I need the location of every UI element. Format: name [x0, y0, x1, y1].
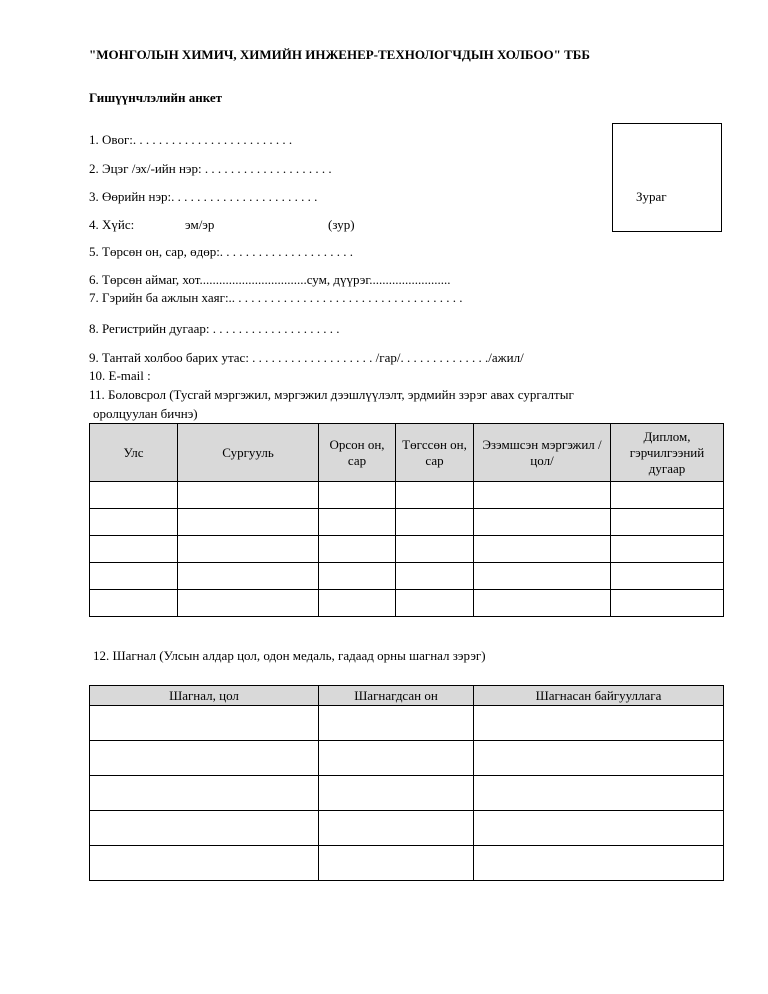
table-cell[interactable] — [319, 846, 474, 881]
education-header-start: Орсон он, сар — [319, 424, 396, 482]
table-cell[interactable] — [611, 563, 724, 590]
table-row — [90, 509, 724, 536]
table-cell[interactable] — [319, 482, 396, 509]
table-row — [90, 846, 724, 881]
table-cell[interactable] — [474, 776, 724, 811]
table-cell[interactable] — [90, 563, 178, 590]
education-header-country: Улс — [90, 424, 178, 482]
table-cell[interactable] — [474, 811, 724, 846]
form-title: Гишүүнчлэлийн анкет — [89, 90, 223, 105]
table-cell[interactable] — [178, 482, 319, 509]
table-row — [90, 563, 724, 590]
table-cell[interactable] — [474, 536, 611, 563]
table-row — [90, 482, 724, 509]
field-parent-name[interactable]: 2. Эцэг /эх/-ийн нэр: . . . . . . . . . . . . . . . . . . . . — [89, 161, 332, 176]
table-cell[interactable] — [178, 536, 319, 563]
table-row — [90, 706, 724, 741]
table-cell[interactable] — [319, 509, 396, 536]
photo-placeholder[interactable] — [612, 123, 722, 232]
organization-title: "МОНГОЛЫН ХИМИЧ, ХИМИЙН ИНЖЕНЕР-ТЕХНОЛОГЧДЫН ХОЛБОО" ТББ — [89, 47, 590, 62]
field-gender-instruction: (зур) — [328, 217, 355, 232]
education-section-title: 11. Боловсрол (Тусгай мэргэжил, мэргэжил дээшлүүлэлт, эрдмийн зэрэг авах сургалтыг — [89, 387, 574, 402]
table-cell[interactable] — [90, 536, 178, 563]
table-cell[interactable] — [396, 509, 474, 536]
field-birthplace[interactable]: 6. Төрсөн аймаг, хот.................................сум, дүүрэг......................... — [89, 272, 451, 287]
field-gender-options[interactable]: эм/эр — [185, 217, 215, 232]
table-cell[interactable] — [611, 509, 724, 536]
table-cell[interactable] — [474, 846, 724, 881]
table-cell[interactable] — [474, 563, 611, 590]
table-row — [90, 811, 724, 846]
table-cell[interactable] — [474, 706, 724, 741]
table-row — [90, 776, 724, 811]
education-header-row — [90, 424, 724, 482]
table-cell[interactable] — [611, 536, 724, 563]
table-cell[interactable] — [178, 509, 319, 536]
awards-header-award: Шагнал, цол — [90, 686, 319, 706]
table-cell[interactable] — [396, 482, 474, 509]
field-gender-label: 4. Хүйс: — [89, 217, 135, 232]
table-cell[interactable] — [396, 590, 474, 617]
table-cell[interactable] — [319, 741, 474, 776]
table-cell[interactable] — [90, 776, 319, 811]
photo-label: Зураг — [636, 189, 667, 204]
field-birth-date[interactable]: 5. Төрсөн он, сар, өдөр:. . . . . . . . . . . . . . . . . . . . . — [89, 244, 354, 259]
table-cell[interactable] — [474, 509, 611, 536]
field-phone[interactable]: 9. Тантай холбоо барих утас: . . . . . . . . . . . . . . . . . . . /гар/. . . . . . . . . . . . . ./ажил/ — [89, 350, 524, 365]
table-cell[interactable] — [178, 563, 319, 590]
table-cell[interactable] — [611, 590, 724, 617]
table-row — [90, 536, 724, 563]
awards-section-title: 12. Шагнал (Улсын алдар цол, одон медаль, гадаад орны шагнал зэрэг) — [93, 648, 486, 663]
field-email[interactable]: 10. E-mail : — [89, 368, 151, 383]
education-header-diploma: Диплом, гэрчилгээний дугаар — [611, 424, 724, 482]
field-register-number[interactable]: 8. Регистрийн дугаар: . . . . . . . . . . . . . . . . . . . . — [89, 321, 340, 336]
field-given-name[interactable]: 3. Өөрийн нэр:. . . . . . . . . . . . . . . . . . . . . . . — [89, 189, 318, 204]
field-address[interactable]: 7. Гэрийн ба ажлын хаяг:.. . . . . . . . . . . . . . . . . . . . . . . . . . . . . . . . . . . . — [89, 290, 463, 305]
table-cell[interactable] — [474, 590, 611, 617]
table-cell[interactable] — [396, 536, 474, 563]
field-surname[interactable]: 1. Овог:. . . . . . . . . . . . . . . . . . . . . . . . . — [89, 132, 293, 147]
awards-header-year: Шагнагдсан он — [319, 686, 474, 706]
table-cell[interactable] — [90, 482, 178, 509]
education-header-end: Төгссөн он, сар — [396, 424, 474, 482]
table-cell[interactable] — [474, 741, 724, 776]
table-cell[interactable] — [319, 776, 474, 811]
table-row — [90, 590, 724, 617]
education-section-note: оролцуулан бичнэ) — [93, 406, 198, 421]
awards-header-row — [90, 686, 724, 706]
education-header-major: Эзэмшсэн мэргэжил /цол/ — [474, 424, 611, 482]
table-cell[interactable] — [90, 590, 178, 617]
table-cell[interactable] — [178, 590, 319, 617]
education-table — [89, 423, 724, 617]
table-row — [90, 741, 724, 776]
table-cell[interactable] — [319, 706, 474, 741]
table-cell[interactable] — [90, 509, 178, 536]
table-cell[interactable] — [90, 811, 319, 846]
table-cell[interactable] — [319, 536, 396, 563]
table-cell[interactable] — [396, 563, 474, 590]
table-cell[interactable] — [90, 846, 319, 881]
table-cell[interactable] — [319, 563, 396, 590]
table-cell[interactable] — [90, 741, 319, 776]
awards-table — [89, 685, 724, 881]
education-header-school: Сургууль — [178, 424, 319, 482]
awards-header-organization: Шагнасан байгууллага — [474, 686, 724, 706]
table-cell[interactable] — [611, 482, 724, 509]
table-cell[interactable] — [319, 811, 474, 846]
table-cell[interactable] — [90, 706, 319, 741]
table-cell[interactable] — [474, 482, 611, 509]
table-cell[interactable] — [319, 590, 396, 617]
